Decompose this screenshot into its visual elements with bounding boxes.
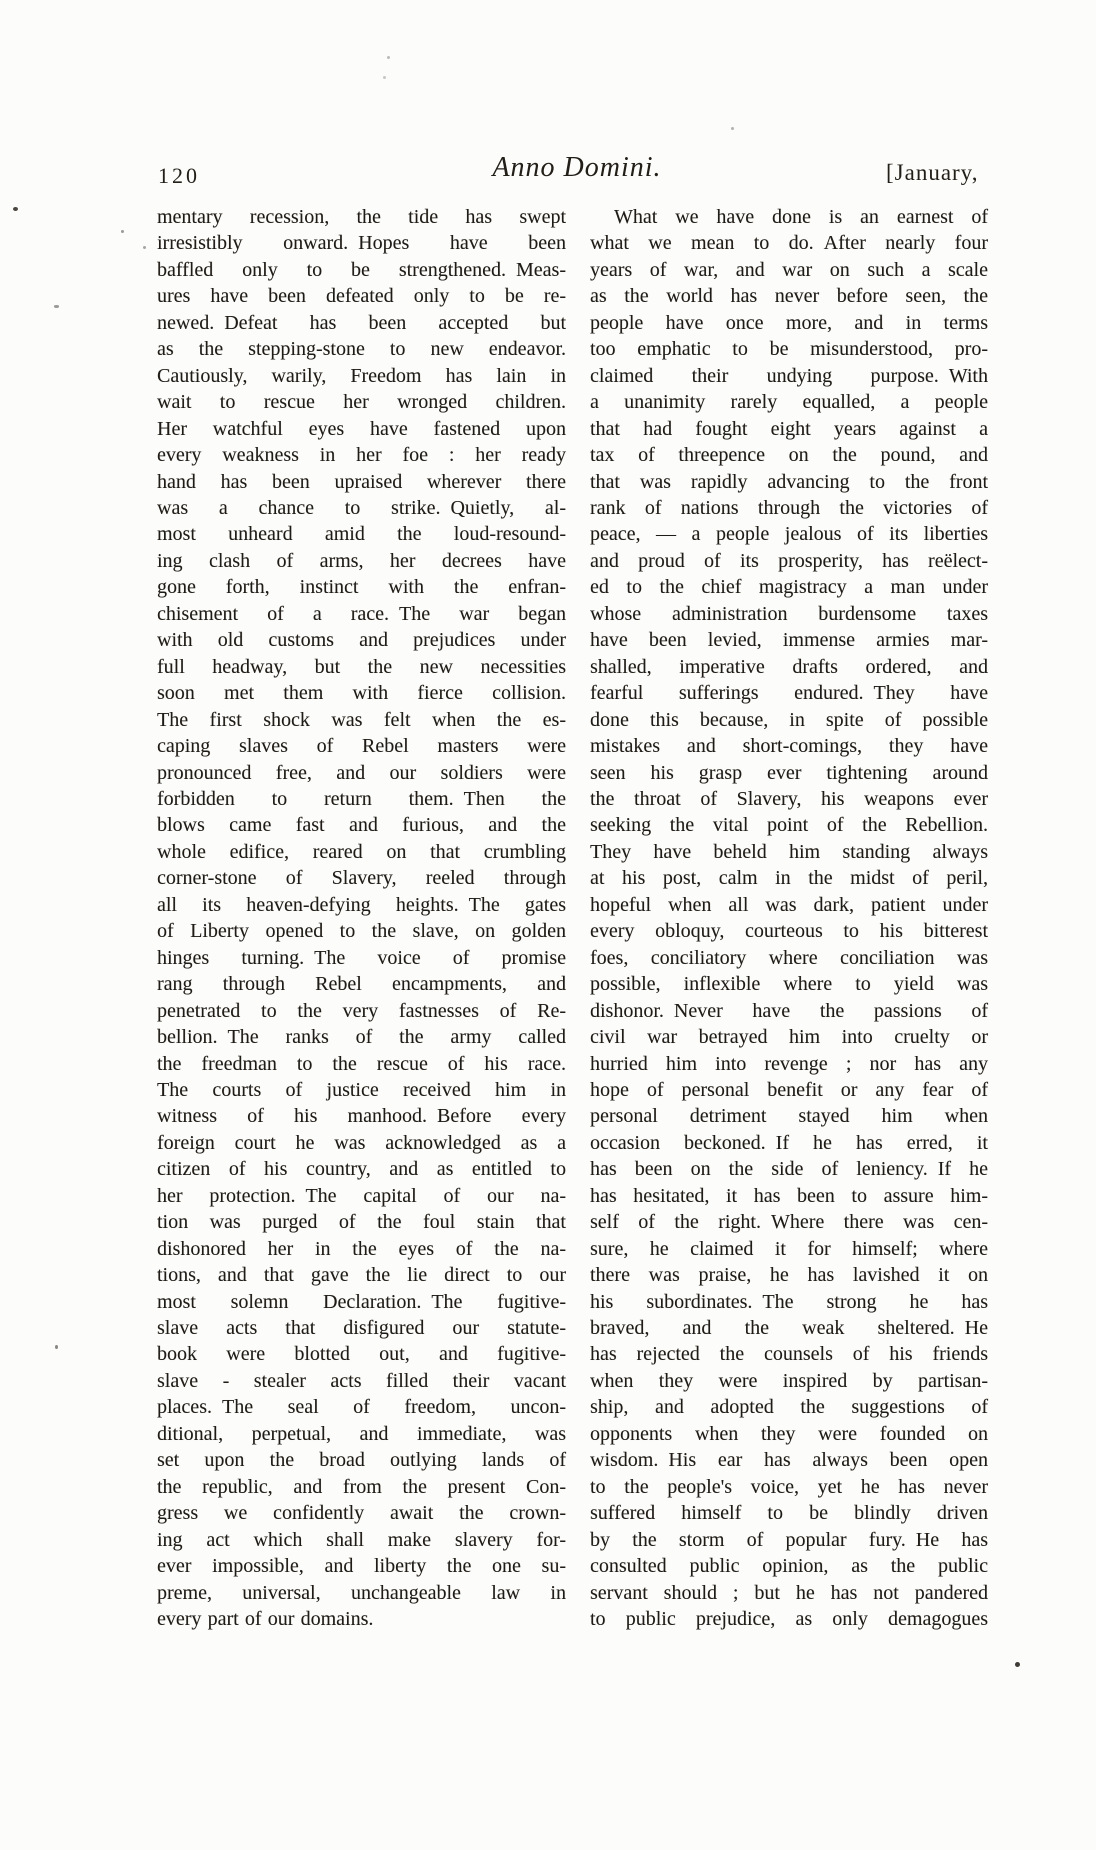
scan-speck [383, 76, 386, 79]
text-line: tions, and that gave the lie direct to our [157, 1264, 566, 1287]
text-line: soon met them with fierce collision. [157, 682, 566, 705]
scan-speck [55, 1345, 58, 1349]
text-line: gress we confidently await the crown- [157, 1502, 566, 1525]
text-line: to the people's voice, yet he has never [590, 1475, 988, 1498]
text-line: foreign court he was acknowledged as a [157, 1131, 566, 1154]
scan-speck [54, 305, 59, 308]
text-line: mistakes and short-comings, they have [590, 735, 988, 758]
text-line: foes, conciliatory where conciliation was [590, 946, 988, 969]
text-line: hopeful when all was dark, patient under [590, 893, 988, 916]
text-line: pronounced free, and our soldiers were [157, 761, 566, 784]
running-title: Anno Domini. [492, 152, 662, 183]
text-line: consulted public opinion, as the public [590, 1555, 988, 1578]
text-line: ing act which shall make slavery for- [157, 1528, 566, 1551]
text-line: newed. Defeat has been accepted but [157, 311, 566, 334]
text-line: opponents when they were founded on [590, 1422, 988, 1445]
text-line: the throat of Slavery, his weapons ever [590, 787, 988, 810]
text-line: hand has been upraised wherever there [157, 470, 566, 493]
text-line: blows came fast and furious, and the [157, 814, 566, 837]
text-line: book were blotted out, and fugitive- [157, 1343, 566, 1366]
page-number: 120 [158, 163, 200, 188]
text-line: ed to the chief magistracy a man under [590, 576, 988, 599]
scan-speck [13, 207, 18, 211]
text-line: places. The seal of freedom, uncon- [157, 1396, 566, 1419]
text-line: They have beheld him standing always [590, 840, 988, 863]
text-line: wait to rescue her wronged children. [157, 391, 566, 414]
text-line: wisdom. His ear has always been open [590, 1449, 988, 1472]
text-line: every obloquy, courteous to his bitterest [590, 920, 988, 943]
text-line: dishonor. Never have the passions of [590, 999, 988, 1022]
issue-date-label: [January, [886, 160, 979, 185]
text-line: civil war betrayed him into cruelty or [590, 1026, 988, 1049]
text-line: hope of personal benefit or any fear of [590, 1078, 988, 1101]
text-line: sure, he claimed it for himself; where [590, 1237, 988, 1260]
text-column-right [590, 204, 988, 1632]
text-line: and proud of its prosperity, has reëlect- [590, 549, 988, 572]
text-line: self of the right. Where there was cen- [590, 1211, 988, 1234]
scan-speck [387, 56, 390, 59]
text-line: What we have done is an earnest of [614, 206, 988, 228]
text-line: what we mean to do. After nearly four [590, 232, 988, 255]
text-line: possible, inflexible where to yield was [590, 973, 988, 996]
text-line: ship, and adopted the suggestions of [590, 1396, 988, 1419]
text-line: years of war, and war on such a scale [590, 258, 988, 281]
text-column-left [157, 204, 566, 1632]
text-line: Cautiously, warily, Freedom has lain in [157, 364, 566, 387]
text-line: bellion. The ranks of the army called [157, 1026, 566, 1049]
text-line: tion was purged of the foul stain that [157, 1211, 566, 1234]
text-line: gone forth, instinct with the enfran- [157, 576, 566, 599]
text-line: The first shock was felt when the es- [157, 708, 566, 731]
text-line: braved, and the weak sheltered. He [590, 1317, 988, 1340]
text-line: slave acts that disfigured our statute- [157, 1317, 566, 1340]
text-line: suffered himself to be blindly driven [590, 1502, 988, 1525]
text-line: dishonored her in the eyes of the na- [157, 1237, 566, 1260]
text-line: citizen of his country, and as entitled to [157, 1158, 566, 1181]
text-line: the freedman to the rescue of his race. [157, 1052, 566, 1075]
text-line: by the storm of popular fury. He has [590, 1528, 988, 1551]
text-line: seeking the vital point of the Rebellion. [590, 814, 988, 837]
text-line: too emphatic to be misunderstood, pro- [590, 338, 988, 361]
text-line: seen his grasp ever tightening around [590, 761, 988, 784]
text-line: ever impossible, and liberty the one su- [157, 1555, 566, 1578]
text-line: of Liberty opened to the slave, on golden [157, 920, 566, 943]
text-line: as the world has never before seen, the [590, 285, 988, 308]
scan-speck [121, 230, 124, 233]
text-line: whose administration burdensome taxes [590, 602, 988, 625]
text-line: witness of his manhood. Before every [157, 1105, 566, 1128]
text-line: mentary recession, the tide has swept [157, 206, 566, 228]
text-line: slave - stealer acts filled their vacant [157, 1369, 566, 1392]
text-line: penetrated to the very fastnesses of Re- [157, 999, 566, 1022]
text-line: forbidden to return them. Then the [157, 787, 566, 810]
text-line: has been on the side of leniency. If he [590, 1158, 988, 1181]
text-line: has hesitated, it has been to assure him- [590, 1184, 988, 1207]
text-line: was a chance to strike. Quietly, al- [157, 496, 566, 519]
text-line: hinges turning. The voice of promise [157, 946, 566, 969]
text-line: caping slaves of Rebel masters were [157, 735, 566, 758]
text-line: fearful sufferings endured. They have [590, 682, 988, 705]
text-line: claimed their undying purpose. With [590, 364, 988, 387]
text-line: ditional, perpetual, and immediate, was [157, 1422, 566, 1445]
scan-speck [143, 246, 146, 249]
scan-speck [731, 127, 734, 130]
text-line: corner-stone of Slavery, reeled through [157, 867, 566, 890]
text-line: preme, universal, unchangeable law in [157, 1581, 566, 1604]
text-line: ing clash of arms, her decrees have [157, 549, 566, 572]
text-line: there was praise, he has lavished it on [590, 1264, 988, 1287]
text-line: baffled only to be strengthened. Meas- [157, 258, 566, 281]
text-line: full headway, but the new necessities [157, 655, 566, 678]
text-line: chisement of a race. The war began [157, 602, 566, 625]
text-line: whole edifice, reared on that crumbling [157, 840, 566, 863]
text-line: most solemn Declaration. The fugitive- [157, 1290, 566, 1313]
text-line: Her watchful eyes have fastened upon [157, 417, 566, 440]
text-line: hurried him into revenge ; nor has any [590, 1052, 988, 1075]
text-line: every weakness in her foe : her ready [157, 444, 566, 467]
text-line: with old customs and prejudices under [157, 629, 566, 652]
text-line: have been levied, immense armies mar- [590, 629, 988, 652]
text-line: when they were inspired by partisan- [590, 1369, 988, 1392]
text-line: at his post, calm in the midst of peril, [590, 867, 988, 890]
text-line: done this because, in spite of possible [590, 708, 988, 731]
text-line: a unanimity rarely equalled, a people [590, 391, 988, 414]
text-line: rank of nations through the victories of [590, 496, 988, 519]
scan-speck [1015, 1662, 1020, 1667]
text-line: shalled, imperative drafts ordered, and [590, 655, 988, 678]
text-line: his subordinates. The strong he has [590, 1290, 988, 1313]
text-line: servant should ; but he has not pandered [590, 1581, 988, 1604]
text-line: personal detriment stayed him when [590, 1105, 988, 1128]
text-line: as the stepping-stone to new endeavor. [157, 338, 566, 361]
text-line: that had fought eight years against a [590, 417, 988, 440]
text-line: has rejected the counsels of his friends [590, 1343, 988, 1366]
text-line: rang through Rebel encampments, and [157, 973, 566, 996]
text-line: to public prejudice, as only demagogues [590, 1608, 988, 1631]
text-line: people have once more, and in terms [590, 311, 988, 334]
text-line: occasion beckoned. If he has erred, it [590, 1131, 988, 1154]
text-line: set upon the broad outlying lands of [157, 1449, 566, 1472]
text-line: most unheard amid the loud-resound- [157, 523, 566, 546]
text-line: that was rapidly advancing to the front [590, 470, 988, 493]
text-line: the republic, and from the present Con- [157, 1475, 566, 1498]
text-line: peace, — a people jealous of its liberties [590, 523, 988, 546]
text-line: ures have been defeated only to be re- [157, 285, 566, 308]
text-line: irresistibly onward. Hopes have been [157, 232, 566, 255]
text-line: her protection. The capital of our na- [157, 1184, 566, 1207]
text-line: every part of our domains. [157, 1608, 374, 1631]
text-line: The courts of justice received him in [157, 1078, 566, 1101]
text-line: all its heaven-defying heights. The gates [157, 893, 566, 916]
text-line: tax of threepence on the pound, and [590, 444, 988, 467]
